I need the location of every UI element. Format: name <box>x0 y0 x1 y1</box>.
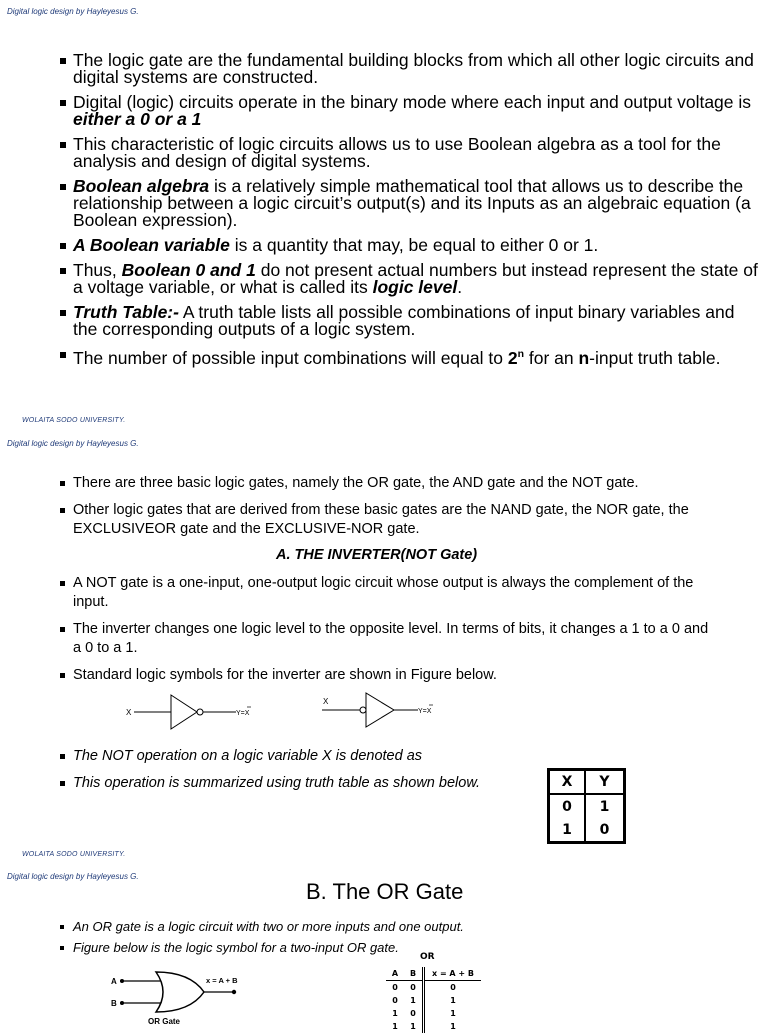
bullet-item <box>60 919 700 935</box>
bullet-text: This operation is summarized using truth table as shown below. <box>73 775 481 791</box>
truth-table-cell: 0 <box>392 996 398 1005</box>
bullet-text: Boolean 0 and 1 <box>121 260 256 280</box>
not-truth-table <box>547 768 626 844</box>
truth-table-cell: 0 <box>404 981 424 995</box>
truth-table-cell: 1 <box>549 818 586 843</box>
truth-table-header-row <box>386 967 481 981</box>
bullet-item <box>60 747 720 766</box>
truth-table-header-row <box>549 770 625 795</box>
bullet-text: This characteristic of logic circuits allows us to use Boolean algebra as a tool for the analysis and design of digital systems. <box>73 134 721 171</box>
truth-table-row <box>386 1007 481 1020</box>
inverter-input-label: X <box>323 697 329 706</box>
bullet-item <box>60 237 760 254</box>
inverter-output-label: Y=X <box>418 708 432 715</box>
inverter-symbol-left <box>118 686 278 734</box>
bullet-item <box>60 304 760 338</box>
inverter-output-label: Y=X <box>236 710 250 717</box>
bullet-item <box>60 262 760 296</box>
bullet-item <box>60 666 720 685</box>
truth-table-header-cell: B <box>404 967 424 981</box>
slide1-bullet-list <box>60 52 760 375</box>
bullet-text: do not present actual numbers but instead represent the state of a voltage variable, or what is called its <box>73 260 758 297</box>
truth-table-cell: 1 <box>392 1009 398 1018</box>
truth-table-cell: 0 <box>549 794 586 818</box>
bullet-text: A NOT gate is a one-input, one-output logic circuit whose output is always the complement of the input. <box>73 575 694 610</box>
bullet-text: n <box>578 347 590 368</box>
or-gate-input-b-label: B <box>111 999 117 1008</box>
truth-table-header-cell: X <box>549 770 586 795</box>
truth-table-cell: 1 <box>599 798 610 815</box>
truth-table-row <box>549 794 625 818</box>
bullet-item <box>60 620 720 658</box>
header-label: Digital logic design by Hayleyesus G. <box>7 872 139 881</box>
section-title-or-gate: B. The OR Gate <box>306 879 464 904</box>
truth-table-cell: 0 <box>450 983 456 992</box>
truth-table-cell: 0 <box>599 821 610 838</box>
bullet-text: Standard logic symbols for the inverter are shown in Figure below. <box>73 667 497 683</box>
footer-label: WOLAITA SODO UNIVERSITY. <box>22 417 126 424</box>
bullet-text: Digital (logic) circuits operate in the binary mode where each input and output voltage is <box>73 92 752 112</box>
bullet-text: Truth Table:- <box>73 302 179 322</box>
bullet-text: Boolean algebra <box>73 176 210 196</box>
bullet-text: logic level <box>372 277 458 297</box>
truth-table-cell: 1 <box>450 1022 456 1031</box>
truth-table-cell: 1 <box>404 1020 424 1033</box>
truth-table-cell: 0 <box>392 983 398 992</box>
truth-table-cell: 1 <box>404 994 424 1007</box>
bullet-text: 2 <box>507 347 518 368</box>
bullet-text: The number of possible input combinations will equal to <box>73 347 508 368</box>
bullet-item <box>60 346 760 367</box>
bullet-text: Thus, <box>73 260 122 280</box>
bullet-text: A truth table lists all possible combinations of input binary variables and the corresponding outputs of a logic system. <box>73 302 735 339</box>
or-gate-symbol <box>108 966 268 1024</box>
header-label: Digital logic design by Hayleyesus G. <box>7 7 139 16</box>
bullet-text: A Boolean variable <box>73 235 230 255</box>
bullet-text: The inverter changes one logic level to the opposite level. In terms of bits, it changes a 1 to a 0 and a 0 to a 1. <box>73 621 709 656</box>
bullet-item <box>60 136 760 170</box>
footer-label: WOLAITA SODO UNIVERSITY. <box>22 851 126 858</box>
bullet-item <box>60 52 760 86</box>
bullet-text: There are three basic logic gates, namely the OR gate, the AND gate and the NOT gate. <box>73 475 639 491</box>
bullet-text: The logic gate are the fundamental building blocks from which all other logic circuits and digital systems are constructed. <box>73 50 754 87</box>
bullet-text: Other logic gates that are derived from these basic gates are the NAND gate, the NOR gate, the EXCLUSIVEOR gate and the EXCLUSIVE-NOR gate. <box>73 502 689 537</box>
slide2-bullet-list-mid <box>60 574 720 693</box>
bullet-text: An OR gate is a logic circuit with two or more inputs and one output. <box>73 919 464 934</box>
inverter-symbol-right <box>318 686 458 734</box>
bullet-text: either a 0 or a 1 <box>73 109 202 129</box>
bullet-item <box>60 574 720 612</box>
inverter-input-label: X <box>126 708 132 717</box>
truth-table-row <box>386 981 481 995</box>
or-truth-table <box>386 967 481 1033</box>
bullet-text: n <box>517 348 524 360</box>
bullet-item <box>60 94 760 128</box>
truth-table-cell: 1 <box>392 1022 398 1031</box>
bullet-item <box>60 940 700 956</box>
truth-table-cell: 1 <box>450 996 456 1005</box>
truth-table-header-cell: A <box>386 967 404 981</box>
truth-table-cell: 1 <box>450 1009 456 1018</box>
truth-table-header-cell: x = A + B <box>424 967 482 981</box>
truth-table-cell: 0 <box>404 1007 424 1020</box>
header-label: Digital logic design by Hayleyesus G. <box>7 439 139 448</box>
or-gate-input-a-label: A <box>111 977 117 986</box>
or-truth-table-title: OR <box>420 952 435 962</box>
section-heading-inverter: A. THE INVERTER(NOT Gate) <box>276 547 478 563</box>
bullet-item <box>60 474 720 493</box>
bullet-text: -input truth table. <box>589 347 721 368</box>
or-gate-caption: OR Gate <box>148 1017 181 1024</box>
bullet-text: The NOT operation on a logic variable X is denoted as <box>73 748 423 764</box>
slide2-bullet-list-top <box>60 474 720 547</box>
bullet-text: Figure below is the logic symbol for a two-input OR gate. <box>73 940 399 955</box>
or-gate-expression: x = A + B <box>206 976 238 985</box>
slide3-bullet-list <box>60 919 700 961</box>
bullet-text: for an <box>523 347 579 368</box>
bullet-text: is a quantity that may, be equal to either 0 or 1. <box>229 235 599 255</box>
truth-table-row <box>386 1020 481 1033</box>
bullet-text: . <box>457 277 463 297</box>
truth-table-row <box>549 818 625 843</box>
bullet-item <box>60 501 720 539</box>
truth-table-header-cell: Y <box>585 770 625 795</box>
bullet-text: is a relatively simple mathematical tool that allows us to describe the relationship between a logic circuit’s output(s) and its Inputs as an algebraic equation (a Boolean expression). <box>73 176 751 230</box>
truth-table-row <box>386 994 481 1007</box>
bullet-item <box>60 178 760 229</box>
